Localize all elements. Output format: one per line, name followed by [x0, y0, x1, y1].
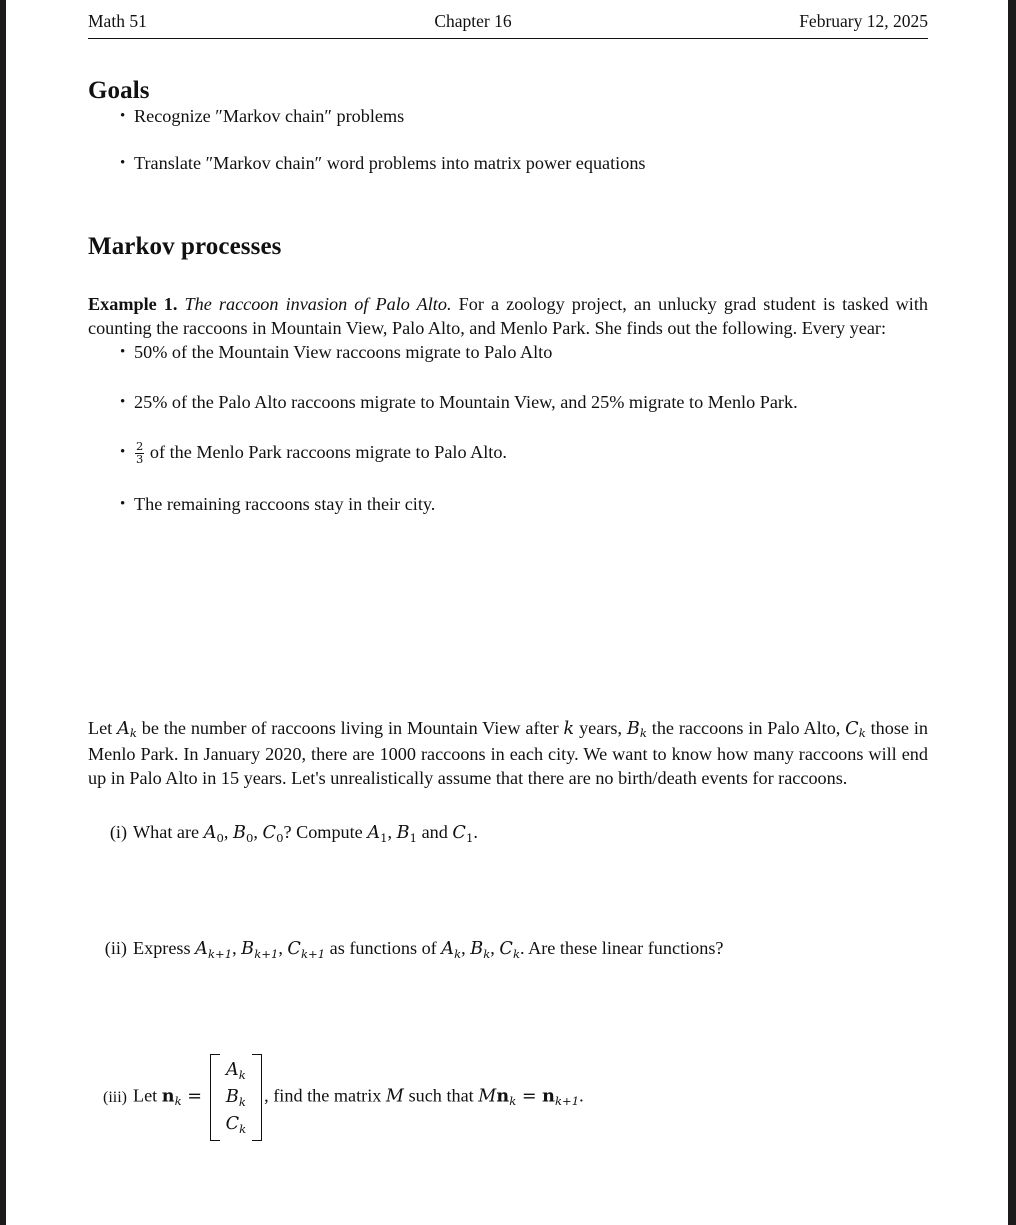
work-space-4 [88, 962, 928, 1054]
work-space-3 [88, 846, 928, 936]
fraction-two-thirds [135, 438, 144, 466]
var-bk-sub: k [483, 946, 491, 961]
var-a-k: A [117, 718, 130, 739]
var-ck: C [499, 939, 513, 960]
vec-entry-b: B [225, 1087, 239, 1108]
question-numeral-ii: (ii) [104, 938, 127, 959]
var-ck-sub: k [512, 946, 520, 961]
example-label: Example 1. [88, 294, 178, 315]
var-a1: A [367, 823, 381, 844]
list-item [88, 391, 928, 414]
work-space-1 [88, 516, 928, 716]
example-paragraph [88, 261, 928, 340]
question-list-i [88, 820, 928, 846]
var-a0-sub: 0 [216, 830, 224, 845]
bracket-left-icon [210, 1054, 220, 1141]
vec-entry-c: C [225, 1114, 240, 1135]
qiii-t3: such that [404, 1085, 479, 1106]
var-c-k: C [845, 718, 859, 739]
var-c0: C [262, 823, 277, 844]
list-item [88, 820, 928, 846]
var-b-k-sub: k [639, 725, 647, 740]
fraction-numerator: • 2 [136, 438, 144, 453]
var-ak1: A [195, 939, 208, 960]
migration-rules-list [88, 341, 928, 516]
vec-n: n [161, 1085, 175, 1107]
var-a1-sub: 1 [380, 830, 388, 845]
vec-n2-sub: k [509, 1094, 517, 1109]
example-body: For a zoology project, an unlucky grad student is tasked with counting the raccoons in Mountain View, Palo Alto, and Menlo Park. She finds out the following. Every year: [88, 294, 928, 339]
setup-t1: Let [88, 717, 118, 738]
vector-entry [226, 1111, 247, 1138]
var-b0-sub: 0 [246, 830, 254, 845]
rule-text: 50% of the Mountain View raccoons migrate to Palo Alto [134, 341, 553, 362]
matrix-m2: M [478, 1086, 497, 1107]
list-item [88, 493, 928, 516]
var-k: k [563, 718, 575, 739]
vec-entry-a-sub: k [238, 1067, 246, 1082]
page-content [88, 0, 928, 1141]
header-date: February 12, 2025 [799, 11, 928, 31]
qiii-t4: . [579, 1085, 584, 1106]
rule-text: The remaining raccoons stay in their city. [134, 493, 436, 514]
var-ak1-sub: k+1 [207, 946, 233, 961]
qii-sep4: , [490, 938, 500, 959]
qii-t1: Express [133, 938, 196, 959]
var-c0-sub: 0 [276, 830, 284, 845]
vec-n3-sub: k+1 [554, 1094, 580, 1109]
bracket-right-icon [252, 1054, 262, 1141]
qiii-t2: , find the matrix [264, 1085, 386, 1106]
var-a-k-sub: k [129, 725, 137, 740]
header-chapter: Chapter 16 [434, 11, 512, 31]
qi-t1: What are [133, 822, 204, 843]
question-numeral-i: (i) [109, 822, 127, 843]
qiii-text [127, 1054, 584, 1141]
vec-entry-a: A [225, 1060, 239, 1081]
qii-sep2: , [278, 938, 288, 959]
var-a0: A [203, 823, 217, 844]
goal-text: Translate ″Markov chain″ word problems into matrix power equations [134, 153, 646, 174]
work-space-2 [88, 790, 928, 820]
list-item [88, 936, 928, 962]
list-item [88, 152, 928, 175]
question-numeral-iii: (iii) [103, 1088, 127, 1106]
setup-t4: the raccoons in Palo Alto, [646, 717, 846, 738]
qiii-t1: Let [133, 1085, 162, 1106]
qii-t3: . Are these linear functions? [519, 938, 724, 959]
qi-sep3: , [387, 822, 397, 843]
qii-sep3: , [461, 938, 471, 959]
qi-sep2: , [253, 822, 263, 843]
vec-n2: n [496, 1085, 510, 1107]
example-title: The raccoon invasion of Palo Alto. [184, 294, 452, 315]
var-ck1-sub: k+1 [300, 946, 326, 961]
fraction-denominator: 3 [136, 451, 144, 466]
matrix-m: M [385, 1086, 405, 1107]
question-list-iii [88, 1054, 928, 1141]
var-bk1: B [241, 939, 255, 960]
setup-paragraph [88, 716, 928, 791]
var-ak: A [441, 939, 455, 960]
qi-t2: ? Compute [283, 822, 368, 843]
goals-list [88, 105, 928, 175]
vec-entry-c-sub: k [239, 1121, 247, 1136]
page-edge-right [1008, 0, 1016, 1225]
qii-t2: as functions of [325, 938, 442, 959]
var-c1-sub: 1 [465, 830, 474, 845]
list-item [88, 105, 928, 128]
var-b1: B [396, 823, 410, 844]
qi-sep1: , [223, 822, 233, 843]
var-b0: B [232, 823, 247, 844]
page-edge-left [0, 0, 6, 1225]
qi-t3: and [417, 822, 453, 843]
markov-heading: Markov processes [88, 233, 282, 261]
setup-t5: those in Menlo Park. In January 2020, there are 1000 raccoons in each city. We want to know how many raccoons will end up in Palo Alto in 15 years. Let's unrealistically assume that there are no birth/death events for raccoons. [88, 717, 928, 788]
vec-n3: n [542, 1085, 555, 1107]
goal-text: Recognize ″Markov chain″ problems [134, 106, 405, 127]
qi-t4: . [473, 822, 478, 843]
vec-entry-b-sub: k [238, 1094, 246, 1109]
column-vector [210, 1054, 263, 1141]
vec-n-sub: k [174, 1094, 182, 1109]
setup-t2: be the number of raccoons living in Mountain View after [136, 717, 564, 738]
var-ak-sub: k [454, 946, 462, 961]
vector-entries [220, 1054, 253, 1141]
header-course: Math 51 [88, 11, 147, 31]
vector-entry [226, 1057, 247, 1084]
question-list-ii [88, 936, 928, 962]
var-b-k: B [626, 718, 640, 739]
var-ck1: C [287, 939, 301, 960]
var-bk: B [470, 939, 484, 960]
rule-text: 25% of the Palo Alto raccoons migrate to Mountain View, and 25% migrate to Menlo Park. [134, 391, 798, 412]
vector-entry [226, 1084, 247, 1111]
qii-sep1: , [232, 938, 242, 959]
list-item [88, 438, 928, 466]
setup-t3: years, [574, 717, 627, 738]
list-item [88, 341, 928, 364]
var-c1: C [452, 823, 466, 844]
var-c-k-sub: k [858, 725, 866, 740]
var-b1-sub: 1 [409, 830, 418, 845]
goals-heading: Goals [88, 77, 150, 105]
qiii-eq: = [181, 1086, 208, 1107]
qiii-eq2: = [516, 1086, 543, 1107]
running-header [88, 0, 928, 39]
rule-text: of the Menlo Park raccoons migrate to Palo Alto. [149, 441, 507, 462]
var-bk1-sub: k+1 [254, 946, 279, 961]
